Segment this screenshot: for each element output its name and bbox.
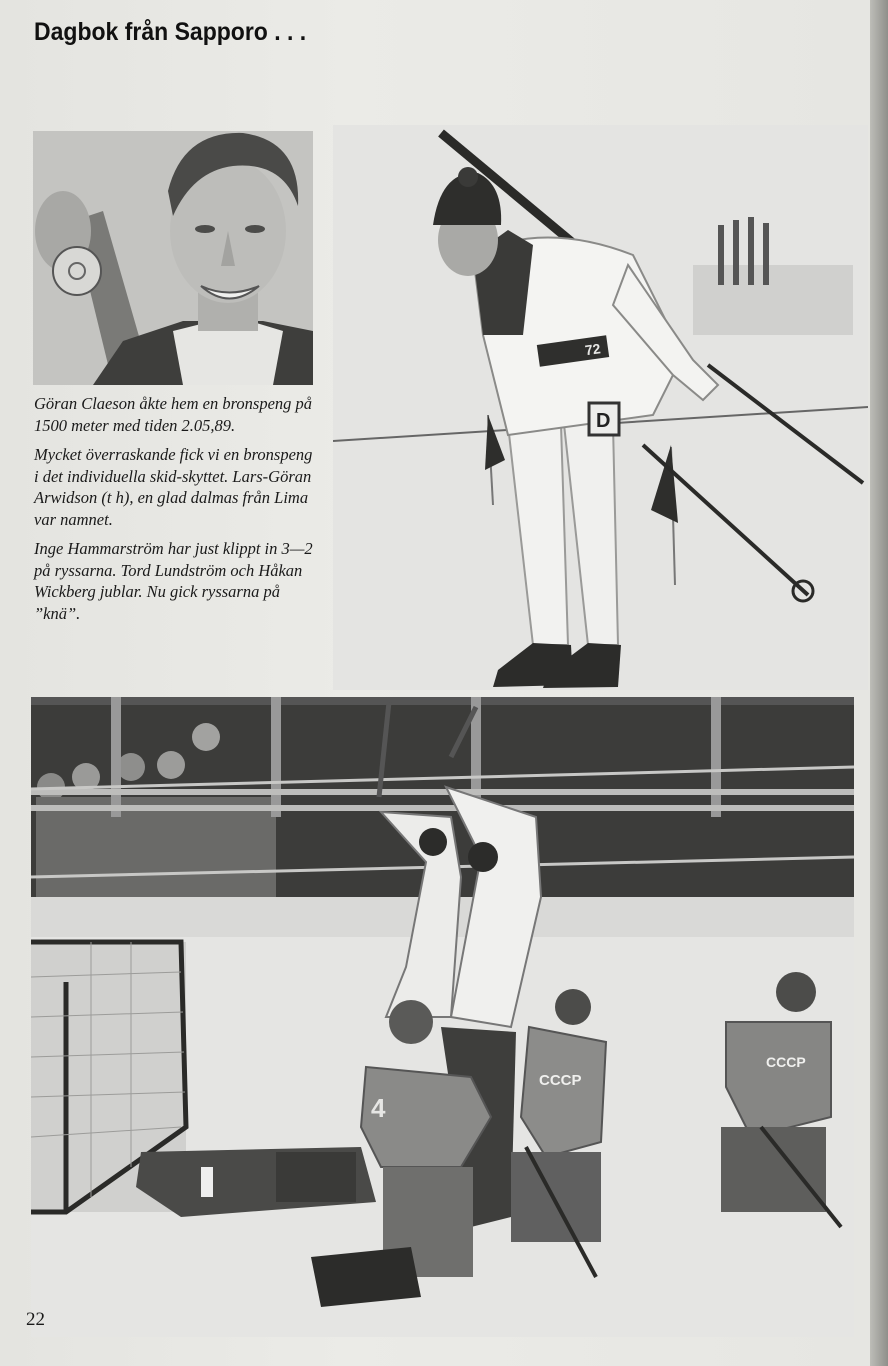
biathlon-photo [333, 125, 868, 690]
caption-claeson: Göran Claeson åkte hem en bronspeng på 1500 meter med tiden 2.05,89. [34, 394, 313, 435]
captions-block [34, 393, 319, 632]
biathlon-bib-number: 72 [583, 340, 602, 359]
hockey-jersey-number: 4 [371, 1093, 386, 1123]
portrait-photo [33, 131, 313, 385]
page-number: 22 [26, 1309, 45, 1330]
hockey-photo [31, 697, 854, 1337]
caption-arwidson: Mycket överraskande fick vi en bronspeng i det individuella skid-skyttet. Lars-Göran Arwidson (t h), en glad dalmas från Lima var namnet. [34, 445, 313, 529]
hockey-jersey-text-center: CCCP [539, 1072, 582, 1089]
page-edge [870, 0, 888, 1366]
caption-hammarstrom: Inge Hammarström har just klippt in 3—2 på ryssarna. Tord Lundström och Håkan Wickberg jublar. Nu gick ryssarna på ”knä”. [34, 539, 313, 623]
page-heading: Dagbok från Sapporo . . . [34, 18, 307, 46]
biathlon-bib-letter: D [596, 410, 611, 432]
hockey-jersey-text-right: CCCP [766, 1054, 806, 1070]
